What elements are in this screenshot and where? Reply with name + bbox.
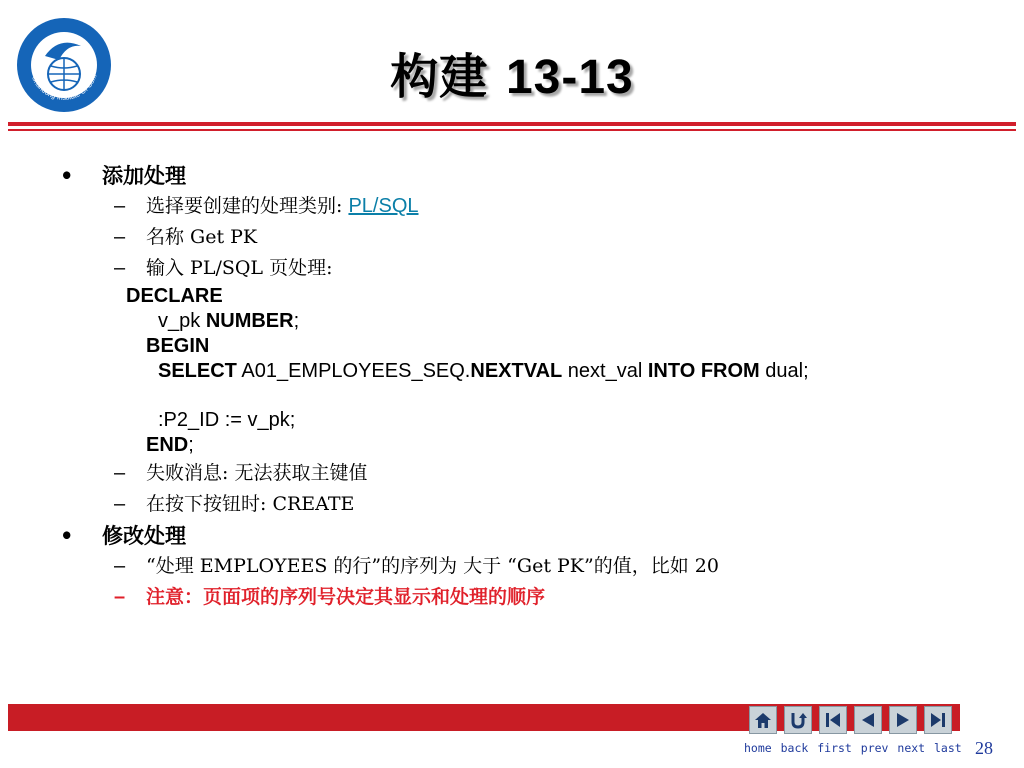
code-token: ;	[293, 310, 300, 332]
code-keyword: NEXTVAL	[470, 360, 563, 382]
dash-marker: –	[114, 462, 126, 484]
list-item	[60, 222, 960, 253]
slide-navigation	[749, 706, 952, 734]
slide-title	[0, 38, 1024, 107]
plsql-code-block	[60, 284, 960, 458]
bullet-dot: •	[60, 523, 74, 548]
code-keyword: NUMBER	[205, 310, 294, 332]
dash-marker: –	[114, 226, 126, 248]
bullet-add-process	[60, 160, 960, 191]
bullet-text: 添加处理	[102, 163, 186, 188]
list-item	[60, 551, 960, 582]
bullet-text: 修改处理	[102, 523, 186, 548]
code-blank-line	[60, 384, 960, 408]
code-token: next_val	[562, 360, 648, 382]
dash-marker: –	[114, 257, 126, 279]
first-icon[interactable]	[819, 706, 847, 734]
list-item	[60, 253, 960, 284]
bullet-dot: •	[60, 163, 74, 188]
list-item	[60, 191, 960, 222]
title-number: 13-13	[505, 51, 634, 104]
code-line	[60, 309, 960, 334]
code-line: DECLARE	[126, 285, 223, 307]
code-line	[60, 359, 960, 384]
slide-content	[60, 160, 960, 613]
list-item	[60, 489, 960, 520]
next-icon[interactable]	[889, 706, 917, 734]
last-icon[interactable]	[924, 706, 952, 734]
bullet-modify-process	[60, 520, 960, 551]
code-keyword: INTO FROM	[647, 360, 760, 382]
page-number: 28	[975, 738, 993, 758]
dash-marker: –	[114, 493, 126, 515]
code-keyword: SELECT	[158, 360, 237, 382]
plsql-link[interactable]: PL/SQL	[348, 195, 419, 217]
dash-marker: –	[114, 586, 126, 608]
item-text: 选择要创建的处理类别:	[146, 195, 349, 217]
note-text: 注意：页面项的序列号决定其显示和处理的顺序	[146, 586, 546, 608]
code-line: :P2_ID := v_pk;	[158, 409, 296, 431]
code-token: dual;	[759, 360, 809, 382]
header-rule	[8, 122, 1016, 126]
code-token: ;	[188, 434, 194, 456]
note-item	[60, 582, 960, 613]
prev-icon[interactable]	[854, 706, 882, 734]
svg-text:Shandong Institute Of Commerce: Shandong Institute Of Com	[30, 73, 99, 102]
item-text: 失败消息: 无法获取主键值	[146, 462, 368, 484]
code-line: BEGIN	[146, 335, 210, 357]
dash-marker: –	[114, 555, 126, 577]
code-token: v_pk	[158, 310, 206, 332]
nav-labels[interactable]: home back first prev next last	[744, 741, 962, 755]
title-cjk: 构建	[390, 49, 489, 105]
header-rule-thin	[8, 129, 1016, 131]
home-icon[interactable]	[749, 706, 777, 734]
code-token: A01_EMPLOYEES_SEQ.	[236, 360, 471, 382]
list-item	[60, 458, 960, 489]
dash-marker: –	[114, 195, 126, 217]
code-line	[60, 433, 960, 458]
item-text: 名称 Get PK	[146, 226, 258, 248]
code-keyword: END	[146, 434, 189, 456]
item-text: 在按下按钮时: CREATE	[146, 493, 355, 515]
item-text: 输入 PL/SQL 页处理:	[146, 257, 333, 279]
item-text: “处理 EMPLOYEES 的行”的序列为 大于 “Get PK”的值，比如 20	[146, 555, 719, 577]
return-icon[interactable]	[784, 706, 812, 734]
